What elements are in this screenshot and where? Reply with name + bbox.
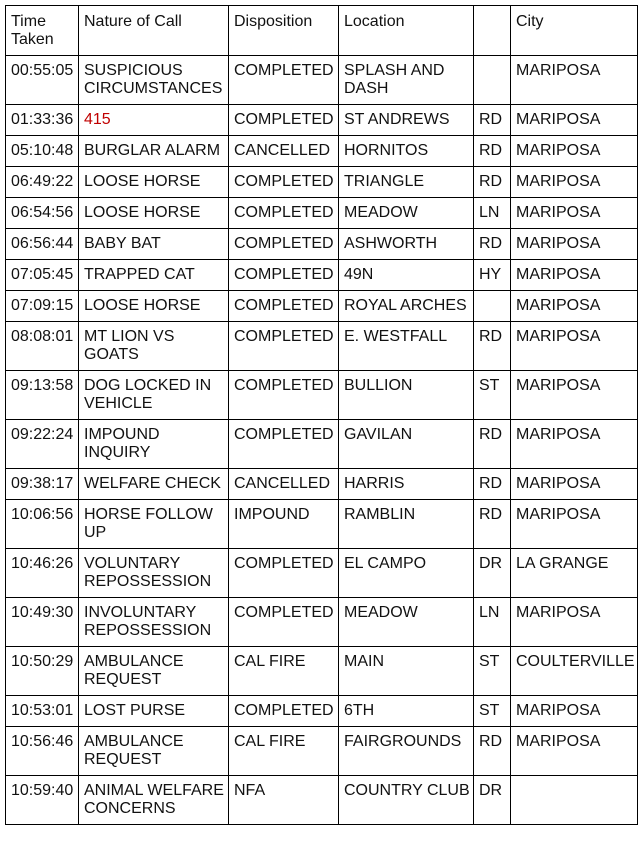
cell-disposition: COMPLETED [229, 598, 339, 647]
cell-nature-of-call: HORSE FOLLOW UP [79, 500, 229, 549]
cell-disposition: COMPLETED [229, 56, 339, 105]
cell-city: MARIPOSA [511, 598, 638, 647]
table-row [6, 371, 638, 420]
cell-street-suffix: RD [474, 420, 511, 469]
cell-street-suffix: RD [474, 136, 511, 167]
cell-disposition: COMPLETED [229, 291, 339, 322]
cell-disposition: CANCELLED [229, 469, 339, 500]
cell-time-taken: 01:33:36 [6, 105, 79, 136]
cell-disposition: CAL FIRE [229, 647, 339, 696]
cell-nature-of-call: ANIMAL WELFARE CONCERNS [79, 776, 229, 825]
cell-nature-of-call: AMBULANCE REQUEST [79, 727, 229, 776]
call-log-table [5, 5, 638, 825]
cell-time-taken: 10:59:40 [6, 776, 79, 825]
cell-street-suffix: HY [474, 260, 511, 291]
cell-location: 6TH [339, 696, 474, 727]
table-row [6, 260, 638, 291]
table-row [6, 291, 638, 322]
cell-nature-of-call: 415 [79, 105, 229, 136]
cell-street-suffix: RD [474, 167, 511, 198]
cell-location: RAMBLIN [339, 500, 474, 549]
cell-nature-of-call: BABY BAT [79, 229, 229, 260]
cell-disposition: COMPLETED [229, 229, 339, 260]
header-location: Location [339, 6, 474, 56]
cell-city: LA GRANGE [511, 549, 638, 598]
cell-location: MAIN [339, 647, 474, 696]
cell-time-taken: 10:46:26 [6, 549, 79, 598]
cell-time-taken: 07:05:45 [6, 260, 79, 291]
cell-nature-of-call: AMBULANCE REQUEST [79, 647, 229, 696]
cell-disposition: CAL FIRE [229, 727, 339, 776]
cell-time-taken: 06:49:22 [6, 167, 79, 198]
cell-time-taken: 10:50:29 [6, 647, 79, 696]
cell-disposition: COMPLETED [229, 549, 339, 598]
cell-time-taken: 10:56:46 [6, 727, 79, 776]
cell-nature-of-call: TRAPPED CAT [79, 260, 229, 291]
cell-street-suffix: RD [474, 229, 511, 260]
cell-city: MARIPOSA [511, 136, 638, 167]
table-row [6, 56, 638, 105]
table-row [6, 598, 638, 647]
table-row [6, 136, 638, 167]
cell-city: MARIPOSA [511, 696, 638, 727]
table-row [6, 727, 638, 776]
cell-time-taken: 06:54:56 [6, 198, 79, 229]
cell-time-taken: 10:06:56 [6, 500, 79, 549]
header-street-suffix [474, 6, 511, 56]
table-row [6, 198, 638, 229]
cell-city: MARIPOSA [511, 420, 638, 469]
cell-time-taken: 10:53:01 [6, 696, 79, 727]
cell-city: MARIPOSA [511, 291, 638, 322]
cell-street-suffix: DR [474, 776, 511, 825]
cell-nature-of-call: SUSPICIOUS CIRCUMSTANCES [79, 56, 229, 105]
cell-city: MARIPOSA [511, 56, 638, 105]
cell-location: COUNTRY CLUB [339, 776, 474, 825]
cell-location: EL CAMPO [339, 549, 474, 598]
cell-street-suffix: RD [474, 105, 511, 136]
cell-location: MEADOW [339, 598, 474, 647]
cell-nature-of-call: DOG LOCKED IN VEHICLE [79, 371, 229, 420]
cell-street-suffix: RD [474, 500, 511, 549]
cell-time-taken: 09:38:17 [6, 469, 79, 500]
cell-time-taken: 05:10:48 [6, 136, 79, 167]
cell-nature-of-call: BURGLAR ALARM [79, 136, 229, 167]
cell-time-taken: 09:22:24 [6, 420, 79, 469]
cell-disposition: COMPLETED [229, 420, 339, 469]
cell-location: MEADOW [339, 198, 474, 229]
cell-location: ASHWORTH [339, 229, 474, 260]
cell-disposition: COMPLETED [229, 322, 339, 371]
table-row [6, 469, 638, 500]
cell-disposition: COMPLETED [229, 371, 339, 420]
cell-nature-of-call: LOOSE HORSE [79, 291, 229, 322]
header-disposition: Disposition [229, 6, 339, 56]
cell-street-suffix: ST [474, 647, 511, 696]
cell-nature-of-call: LOOSE HORSE [79, 167, 229, 198]
cell-disposition: CANCELLED [229, 136, 339, 167]
cell-location: GAVILAN [339, 420, 474, 469]
cell-city: MARIPOSA [511, 105, 638, 136]
cell-disposition: IMPOUND [229, 500, 339, 549]
cell-street-suffix: LN [474, 598, 511, 647]
cell-nature-of-call: INVOLUNTARY REPOSSESSION [79, 598, 229, 647]
cell-location: ROYAL ARCHES [339, 291, 474, 322]
cell-location: TRIANGLE [339, 167, 474, 198]
cell-city: MARIPOSA [511, 469, 638, 500]
cell-disposition: COMPLETED [229, 260, 339, 291]
cell-disposition: COMPLETED [229, 198, 339, 229]
cell-nature-of-call: WELFARE CHECK [79, 469, 229, 500]
cell-time-taken: 10:49:30 [6, 598, 79, 647]
cell-disposition: NFA [229, 776, 339, 825]
header-city: City [511, 6, 638, 56]
cell-location: HARRIS [339, 469, 474, 500]
cell-city: MARIPOSA [511, 371, 638, 420]
cell-city: MARIPOSA [511, 500, 638, 549]
cell-nature-of-call: LOST PURSE [79, 696, 229, 727]
table-row [6, 229, 638, 260]
cell-street-suffix: RD [474, 322, 511, 371]
cell-street-suffix [474, 56, 511, 105]
cell-city: MARIPOSA [511, 260, 638, 291]
cell-location: 49N [339, 260, 474, 291]
cell-nature-of-call: IMPOUND INQUIRY [79, 420, 229, 469]
cell-location: SPLASH AND DASH [339, 56, 474, 105]
cell-location: E. WESTFALL [339, 322, 474, 371]
cell-time-taken: 00:55:05 [6, 56, 79, 105]
cell-disposition: COMPLETED [229, 696, 339, 727]
table-row [6, 420, 638, 469]
cell-street-suffix: RD [474, 727, 511, 776]
cell-time-taken: 08:08:01 [6, 322, 79, 371]
cell-location: BULLION [339, 371, 474, 420]
cell-nature-of-call: LOOSE HORSE [79, 198, 229, 229]
cell-street-suffix: LN [474, 198, 511, 229]
cell-street-suffix: DR [474, 549, 511, 598]
header-nature-of-call: Nature of Call [79, 6, 229, 56]
cell-disposition: COMPLETED [229, 105, 339, 136]
cell-nature-of-call: MT LION VS GOATS [79, 322, 229, 371]
cell-location: FAIRGROUNDS [339, 727, 474, 776]
cell-location: ST ANDREWS [339, 105, 474, 136]
table-row [6, 696, 638, 727]
table-row [6, 549, 638, 598]
cell-street-suffix: ST [474, 371, 511, 420]
table-row [6, 647, 638, 696]
cell-location: HORNITOS [339, 136, 474, 167]
call-log-body [6, 56, 638, 825]
cell-city: MARIPOSA [511, 167, 638, 198]
table-row [6, 500, 638, 549]
header-row [6, 6, 638, 56]
table-row [6, 322, 638, 371]
table-row [6, 167, 638, 198]
table-row [6, 776, 638, 825]
cell-street-suffix [474, 291, 511, 322]
cell-city: MARIPOSA [511, 727, 638, 776]
cell-city: MARIPOSA [511, 322, 638, 371]
cell-time-taken: 07:09:15 [6, 291, 79, 322]
cell-time-taken: 09:13:58 [6, 371, 79, 420]
cell-street-suffix: ST [474, 696, 511, 727]
cell-city: MARIPOSA [511, 229, 638, 260]
cell-disposition: COMPLETED [229, 167, 339, 198]
header-time-taken: Time Taken [6, 6, 79, 56]
cell-time-taken: 06:56:44 [6, 229, 79, 260]
cell-city [511, 776, 638, 825]
cell-city: MARIPOSA [511, 198, 638, 229]
cell-city: COULTERVILLE [511, 647, 638, 696]
cell-street-suffix: RD [474, 469, 511, 500]
cell-nature-of-call: VOLUNTARY REPOSSESSION [79, 549, 229, 598]
table-row [6, 105, 638, 136]
